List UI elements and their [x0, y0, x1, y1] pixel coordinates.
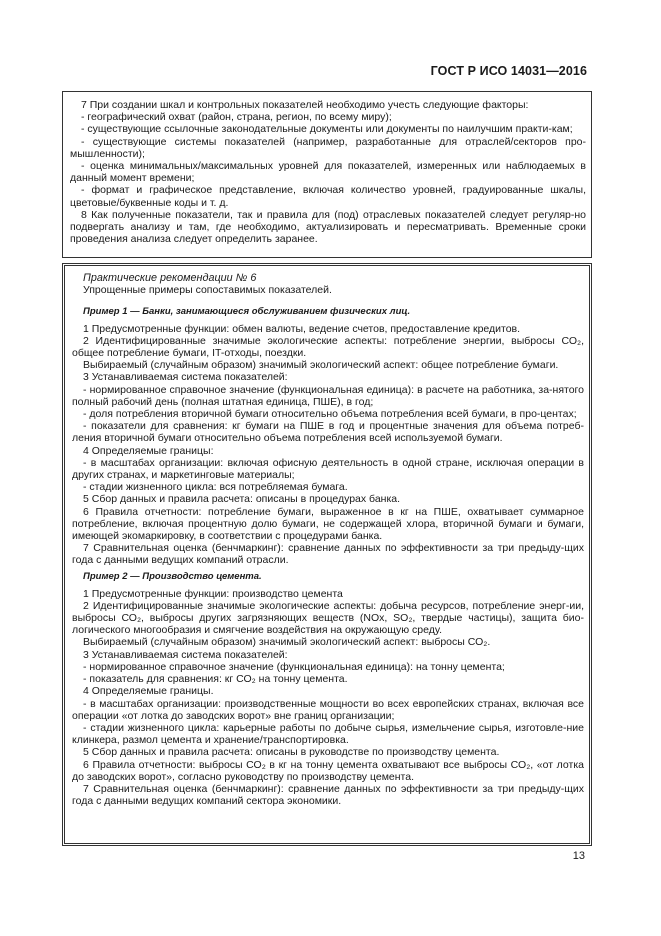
intro-bullet: - географический охват (район, страна, регион, по всему миру);	[81, 111, 392, 124]
document-header: ГОСТ Р ИСО 14031—2016	[430, 64, 587, 78]
intro-bullet: - оценка минимальных/максимальных уровней для показателей, измеренных или наблюдаемых в данный момент времени;	[70, 160, 586, 185]
example-2-item: - в масштабах организации: производственные мощности во всех европейских странах, включая все операции «от лотка до заводских ворот» вне границ организации;	[72, 697, 584, 722]
example-2-item: - показатель для сравнения: кг СО₂ на тонну цемента.	[83, 673, 348, 686]
example-1-heading: Пример 1 — Банки, занимающиеся обслуживанием физических лиц.	[83, 305, 411, 317]
recommendation-subtitle: Упрощенные примеры сопоставимых показателей.	[83, 284, 332, 297]
recommendation-title: Практические рекомендации № 6	[83, 272, 257, 284]
example-1-item: 2 Идентифицированные значимые экологические аспекты: потребление энергии, выбросы СО₂, общее потребление бумаги, IT-отходы, поездки.	[72, 334, 584, 360]
example-1-item: 3 Устанавливаемая система показателей:	[83, 371, 288, 384]
page-number: 13	[572, 850, 585, 862]
example-1-item: - стадии жизненного цикла: вся потребляемая бумага.	[83, 481, 348, 494]
example-1-item: - в масштабах организации: включая офисную деятельность в одной стране, исключая операции в других странах, и маркетинговые материалы;	[72, 456, 584, 482]
example-1-item: Выбираемый (случайным образом) значимый экологический аспект: общее потребление бумаги.	[83, 359, 559, 372]
intro-bullet: - формат и графическое представление, включая количество уровней, градуированные шкалы, цветовые/буквенные коды и т. д.	[70, 184, 586, 209]
example-1-item: 6 Правила отчетности: потребление бумаги, выраженное в кг на ПШЕ, охватывает суммарное потребление, включая процентную долю бумаги, не содержащей хлора, вторичной бумаги и бумаги, имеющей экомаркировку, в соответствии с процедурами банка.	[72, 505, 584, 543]
example-1-item: 4 Определяемые границы:	[83, 444, 214, 457]
example-2-item: - стадии жизненного цикла: карьерные работы по добыче сырья, измельчение сырья, изготовле-ние клинкера, размол цемента и хранение/транспортировка.	[72, 721, 584, 747]
example-1-item: 5 Сбор данных и правила расчета: описаны в процедурах банка.	[83, 493, 401, 506]
intro-item-7: 7 При создании шкал и контрольных показателей необходимо учесть следующие факторы:	[81, 99, 529, 111]
example-2-item: 7 Сравнительная оценка (бенчмаркинг): сравнение данных по эффективности за три предыду-щих года с данными ведущих компаний сектора экономики.	[72, 782, 584, 808]
recommendation-box	[62, 263, 592, 846]
example-2-item: 6 Правила отчетности: выбросы СО₂ в кг на тонну цемента охватывают все выбросы СО₂, «от лотка до заводских ворот», согласно руководству по производству цемента.	[72, 758, 584, 783]
example-2-item: 3 Устанавливаемая система показателей:	[83, 648, 288, 661]
example-2-item: Выбираемый (случайным образом) значимый экологический аспект: выбросы СО₂.	[83, 636, 491, 649]
example-2-item: - нормированное справочное значение (функциональная единица): на тонну цемента;	[83, 660, 505, 673]
intro-bullet: - существующие системы показателей (например, разработанные для отраслей/секторов про-мышленности);	[70, 135, 586, 160]
intro-bullet: - существующие ссылочные законодательные документы или документы по наилучшим практи-кам;	[81, 123, 573, 136]
example-2-heading: Пример 2 — Производство цемента.	[83, 570, 262, 582]
intro-box	[62, 91, 592, 258]
example-2-item: 5 Сбор данных и правила расчета: описаны в руководстве по производству цемента.	[83, 746, 500, 759]
example-2-item: 2 Идентифицированные значимые экологические аспекты: добыча ресурсов, потребление энерг-ии, выбросы СО₂, выбросы других загрязняющих веществ (NOx, SO₂, твердые частицы), защита био-логического многообразия и смягчение воздействия на окружающую среду.	[72, 599, 584, 637]
example-1-item: 1 Предусмотренные функции: обмен валюты, ведение счетов, предоставление кредитов.	[83, 322, 521, 335]
example-1-item: - доля потребления вторичной бумаги относительно объема потребления всей бумаги, в про-центах;	[83, 408, 577, 421]
intro-item-8: 8 Как полученные показатели, так и правила для (под) отраслевых показателей следует регуляр-но подвергать анализу и там, где необходимо, актуализировать и пересматривать. Временные сроки проведения анализа следует определить заранее.	[70, 208, 586, 246]
example-1-item: - нормированное справочное значение (функциональная единица): в расчете на работника, за-нятого полный рабочий день (полная штатная единица, ПШЕ), в год;	[72, 383, 584, 408]
example-2-item: 1 Предусмотренные функции: производство цемента	[83, 587, 343, 600]
example-1-item: - показатели для сравнения: кг бумаги на ПШЕ в год и процентные значения для объема потреб-ления вторичной бумаги относительно объема потребления всей используемой бумаги.	[72, 420, 584, 445]
example-2-item: 4 Определяемые границы.	[83, 685, 214, 698]
example-1-item: 7 Сравнительная оценка (бенчмаркинг): сравнение данных по эффективности за три предыду-щих года с данными ведущих компаний отрасли.	[72, 542, 584, 567]
